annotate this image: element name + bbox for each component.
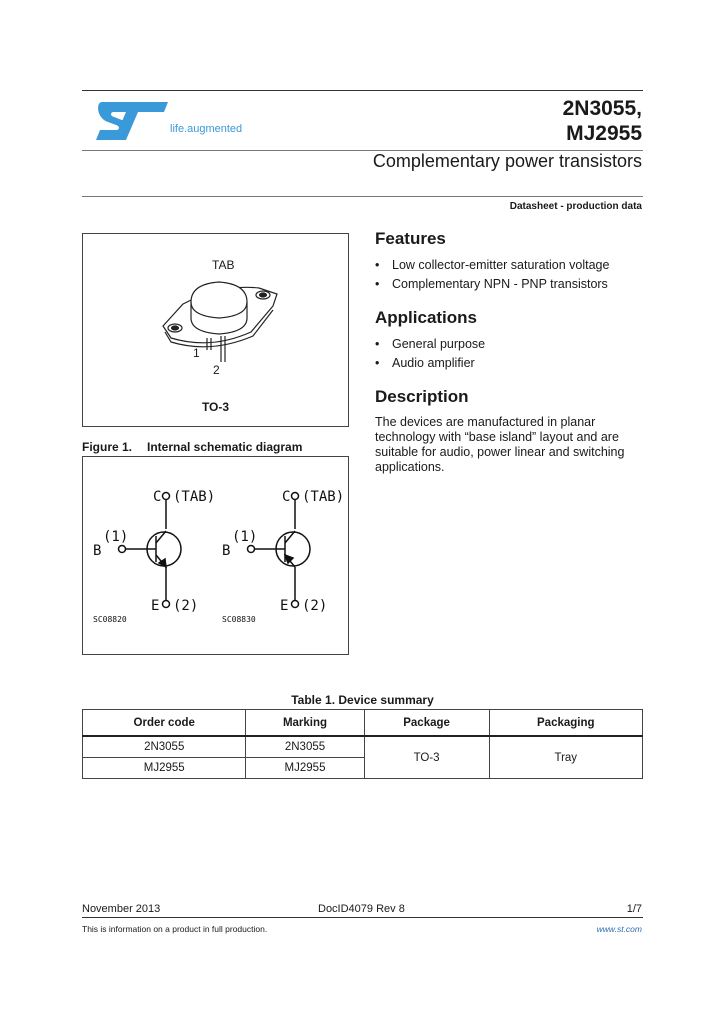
part-number-1: 2N3055,: [562, 97, 642, 120]
footer-rule: [82, 917, 643, 918]
pin2-label: 2: [213, 363, 220, 377]
schem-left-collector: C: [153, 489, 162, 505]
description-heading: Description: [375, 387, 469, 406]
tab-label: TAB: [212, 258, 235, 272]
schem-right-base-pin: (1): [232, 529, 258, 545]
cell-package: TO-3: [364, 736, 489, 779]
col-header-marking: Marking: [246, 710, 364, 737]
footer-date: November 2013: [82, 903, 161, 915]
cell-order-code: 2N3055: [83, 736, 246, 758]
schem-left-collector-pin: (TAB): [173, 489, 216, 505]
table-title: Table 1. Device summary: [291, 693, 434, 707]
cell-marking: 2N3055: [246, 736, 364, 758]
list-item: • Complementary NPN - PNP transistors: [375, 277, 609, 296]
features-heading: Features: [375, 229, 446, 248]
col-header-package: Package: [364, 710, 489, 737]
cell-packaging: Tray: [489, 736, 642, 779]
pin1-label: 1: [193, 346, 200, 360]
datasheet-type: Datasheet - production data: [509, 201, 642, 212]
list-item: • General purpose: [375, 337, 485, 356]
list-item: • Low collector-emitter saturation voltage: [375, 258, 609, 277]
subtitle: Complementary power transistors: [372, 151, 642, 171]
top-rule: [82, 90, 643, 91]
schem-left-emitter-pin: (2): [173, 598, 199, 614]
cell-marking: MJ2955: [246, 758, 364, 779]
schem-right-code: SC08830: [222, 615, 256, 624]
col-header-packaging: Packaging: [489, 710, 642, 737]
features-list: [375, 258, 609, 296]
applications-list: [375, 337, 485, 375]
schem-right-emitter: E: [280, 598, 289, 614]
footer-url-link[interactable]: www.st.com: [596, 924, 642, 934]
schem-right-collector: C: [282, 489, 291, 505]
logo-tagline: life.augmented: [170, 123, 243, 135]
subtitle-rule: [82, 196, 643, 197]
footer-note: This is information on a product in full production.: [82, 924, 268, 934]
applications-heading: Applications: [375, 308, 478, 327]
cell-order-code: MJ2955: [83, 758, 246, 779]
figure1-caption: [82, 440, 302, 454]
package-figure: [82, 233, 349, 427]
to3-package-drawing: [161, 276, 281, 366]
schem-right-collector-pin: (TAB): [302, 489, 345, 505]
list-item: • Audio amplifier: [375, 356, 485, 375]
device-summary-table: [82, 709, 643, 779]
part-number-2: MJ2955: [566, 122, 642, 145]
table-header-row: [83, 710, 643, 737]
figure1-number: Figure 1.: [82, 440, 133, 454]
pnp-transistor-symbol: [248, 493, 311, 608]
schem-left-base: B: [93, 543, 102, 559]
application-item-2: Audio amplifier: [392, 356, 475, 370]
feature-item-2: Complementary NPN - PNP transistors: [392, 277, 608, 291]
package-name: TO-3: [201, 400, 230, 414]
schem-right-base: B: [222, 543, 231, 559]
schem-left-code: SC08820: [93, 615, 127, 624]
col-header-order-code: Order code: [83, 710, 246, 737]
figure1-title: Internal schematic diagram: [147, 440, 303, 454]
npn-transistor-symbol: [119, 493, 182, 608]
schem-right-emitter-pin: (2): [302, 598, 328, 614]
feature-item-1: Low collector-emitter saturation voltage: [392, 258, 610, 272]
description-text: The devices are manufactured in planar technology with “base island” layout and are suitable for audio, power linear and switching applications.: [375, 415, 625, 474]
schem-left-emitter: E: [151, 598, 160, 614]
footer-page: 1/7: [626, 903, 642, 915]
st-logo: [92, 98, 172, 144]
schematic-diagram: [82, 456, 349, 655]
schem-left-base-pin: (1): [103, 529, 129, 545]
table-row: [83, 736, 643, 758]
footer-doc-id: DocID4079 Rev 8: [318, 903, 405, 915]
application-item-1: General purpose: [392, 337, 486, 351]
